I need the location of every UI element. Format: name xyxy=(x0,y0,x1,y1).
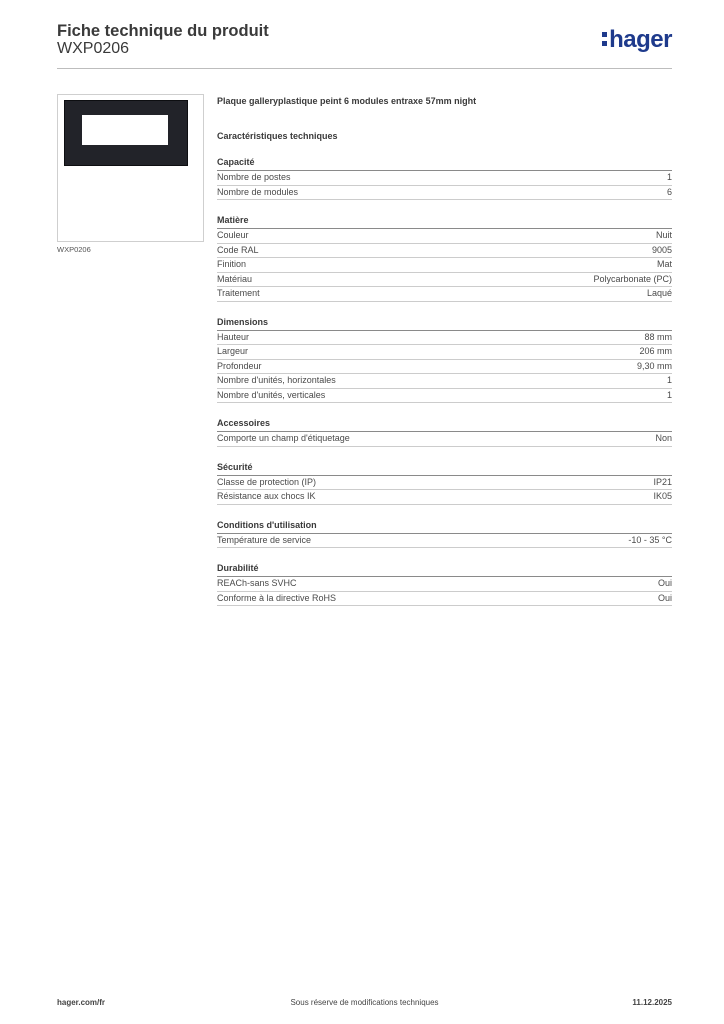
page-header xyxy=(57,20,672,69)
footer-note: Sous réserve de modifications techniques xyxy=(290,998,439,1007)
spec-row xyxy=(217,287,672,302)
specs-heading: Caractéristiques techniques xyxy=(217,131,338,141)
section-title: Durabilité xyxy=(217,562,672,577)
spec-row xyxy=(217,592,672,607)
spec-row xyxy=(217,374,672,389)
spec-row xyxy=(217,476,672,491)
spec-row xyxy=(217,345,672,360)
spec-row xyxy=(217,186,672,201)
section-title: Sécurité xyxy=(217,461,672,476)
product-reference: WXP0206 xyxy=(57,40,130,57)
spec-label: Finition xyxy=(217,259,247,269)
spec-label: Nombre de modules xyxy=(217,186,299,197)
spec-value: Non xyxy=(655,433,672,443)
spec-label: Matériau xyxy=(217,273,253,284)
spec-section xyxy=(217,316,672,404)
section-title: Matière xyxy=(217,214,672,229)
spec-section xyxy=(217,562,672,606)
spec-value: 6 xyxy=(666,186,672,197)
spec-row xyxy=(217,258,672,273)
spec-row xyxy=(217,360,672,375)
spec-value: Nuit xyxy=(655,230,672,240)
spec-value: Polycarbonate (PC) xyxy=(593,273,672,284)
section-title: Capacité xyxy=(217,156,672,171)
spec-label: Traitement xyxy=(217,288,260,298)
spec-row xyxy=(217,331,672,346)
footer-date: 11.12.2025 xyxy=(632,998,672,1007)
spec-value: Oui xyxy=(657,578,672,588)
spec-value: Laqué xyxy=(646,288,672,298)
spec-label: Température de service xyxy=(217,534,312,545)
spec-row xyxy=(217,490,672,505)
spec-label: Nombre d'unités, horizontales xyxy=(217,375,336,385)
spec-value: 1 xyxy=(666,172,672,182)
spec-value: 206 mm xyxy=(639,346,672,356)
spec-section xyxy=(217,461,672,505)
spec-section xyxy=(217,519,672,549)
spec-value: 88 mm xyxy=(644,331,672,342)
spec-value: 9,30 mm xyxy=(636,360,672,371)
spec-row xyxy=(217,534,672,549)
spec-row xyxy=(217,389,672,404)
spec-row xyxy=(217,171,672,186)
spec-label: Profondeur xyxy=(217,360,262,371)
spec-label: Nombre de postes xyxy=(217,172,291,182)
spec-label: Résistance aux chocs IK xyxy=(217,491,316,501)
footer-website: hager.com/fr xyxy=(57,998,106,1007)
section-title: Conditions d'utilisation xyxy=(217,519,672,534)
spec-row xyxy=(217,273,672,288)
spec-value: -10 - 35 °C xyxy=(628,534,672,545)
spec-row xyxy=(217,244,672,259)
page-footer xyxy=(57,998,672,1010)
spec-row xyxy=(217,229,672,244)
spec-section xyxy=(217,214,672,302)
spec-label: Conforme à la directive RoHS xyxy=(217,592,337,603)
spec-value: 1 xyxy=(666,389,672,400)
spec-value: 9005 xyxy=(651,244,672,255)
image-caption: WXP0206 xyxy=(57,245,91,254)
spec-label: Classe de protection (IP) xyxy=(217,476,317,487)
section-title: Accessoires xyxy=(217,417,672,432)
spec-label: Code RAL xyxy=(217,244,259,255)
spec-value: 1 xyxy=(666,375,672,385)
spec-row xyxy=(217,432,672,447)
logo-dots-icon xyxy=(602,32,607,46)
spec-label: Hauteur xyxy=(217,331,250,342)
plate-illustration xyxy=(64,100,188,166)
spec-value: IP21 xyxy=(653,476,672,487)
plate-window xyxy=(82,115,168,145)
section-title: Dimensions xyxy=(217,316,672,331)
spec-section xyxy=(217,417,672,447)
spec-value: Oui xyxy=(657,592,672,603)
spec-value: Mat xyxy=(656,259,672,269)
document-title: Fiche technique du produit xyxy=(57,22,269,40)
spec-sections xyxy=(217,156,672,606)
product-description: Plaque galleryplastique peint 6 modules entraxe 57mm night xyxy=(217,96,477,106)
product-image xyxy=(57,94,204,242)
spec-content xyxy=(217,95,672,606)
spec-value: IK05 xyxy=(653,491,672,501)
spec-label: REACh-sans SVHC xyxy=(217,578,297,588)
hager-logo xyxy=(602,28,672,52)
spec-section xyxy=(217,156,672,200)
spec-label: Comporte un champ d'étiquetage xyxy=(217,433,350,443)
spec-row xyxy=(217,577,672,592)
spec-label: Nombre d'unités, verticales xyxy=(217,389,326,400)
logo-text: hager xyxy=(609,26,672,53)
spec-label: Couleur xyxy=(217,230,249,240)
spec-label: Largeur xyxy=(217,346,249,356)
